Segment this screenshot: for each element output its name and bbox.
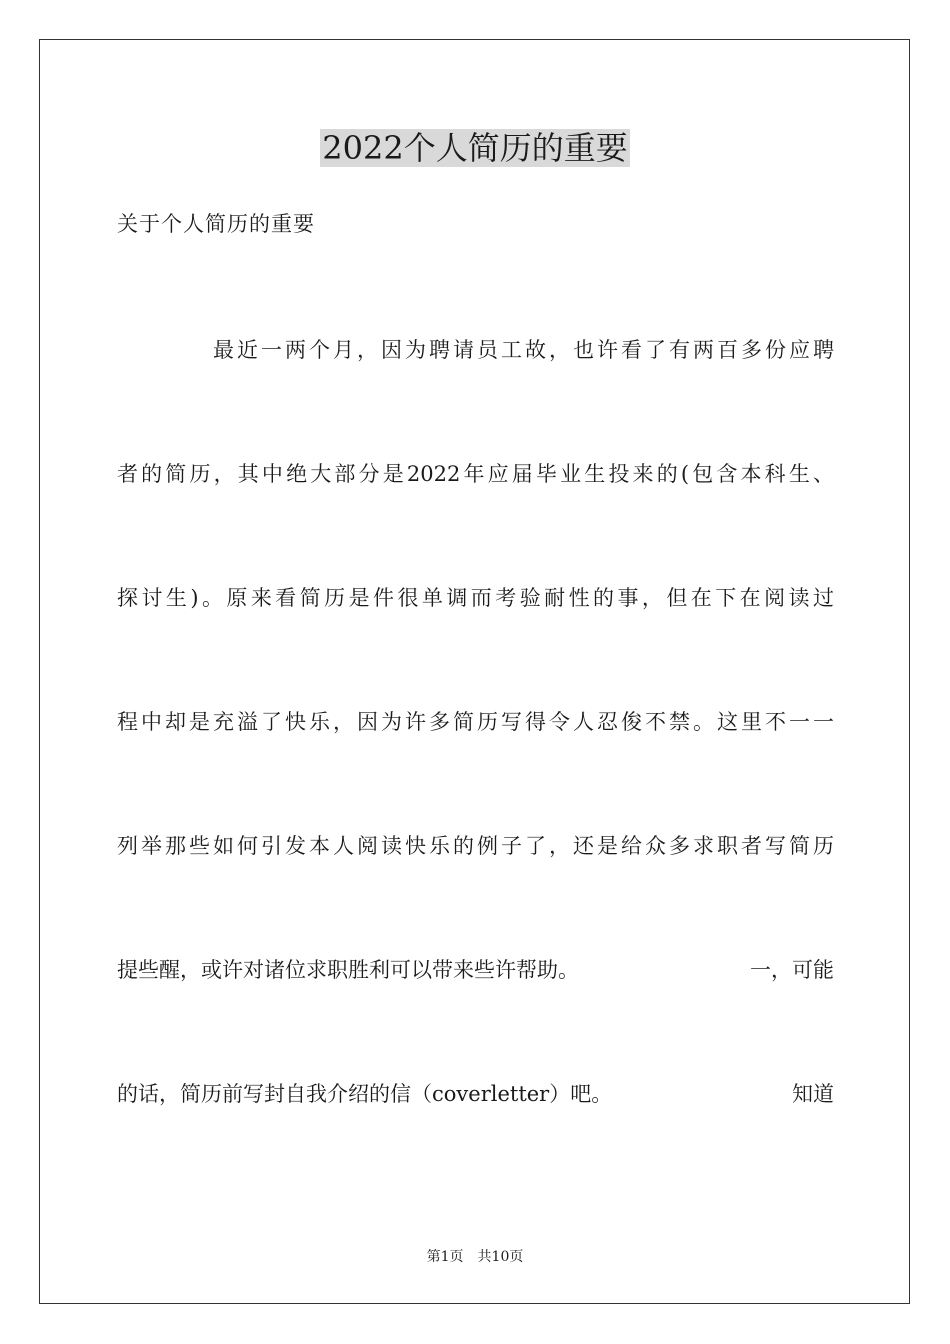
paragraph-line-5: 列举那些如何引发本人阅读快乐的例子了，还是给众多求职者写简历: [117, 834, 834, 858]
paragraph-line-2: 者的简历，其中绝大部分是2022年应届毕业生投来的(包含本科生、: [117, 462, 834, 486]
document-title: [0, 128, 950, 168]
paragraph-line-7-left: 的话，简历前写封自我介绍的信（coverletter）吧。: [117, 1082, 613, 1106]
paragraph-line-6-left: 提些醒，或许对诸位求职胜利可以带来些许帮助。: [117, 958, 579, 982]
paragraph-line-6-right: 一，可能: [750, 958, 834, 982]
document-title-text: 2022个人简历的重要: [322, 129, 628, 167]
document-subtitle: 关于个人简历的重要: [117, 212, 315, 236]
paragraph-line-4: 程中却是充溢了快乐，因为许多简历写得令人忍俊不禁。这里不一一: [117, 710, 834, 734]
paragraph-line-7: [117, 1080, 834, 1108]
paragraph-line-7-right: 知道: [792, 1082, 834, 1106]
paragraph-line-6: [117, 956, 834, 984]
page-footer: 第1页 共10页: [426, 1249, 524, 1265]
paragraph-line-1: 最近一两个月，因为聘请员工故，也许看了有两百多份应聘: [117, 338, 834, 362]
paragraph-line-3: 探讨生)。原来看简历是件很单调而考验耐性的事，但在下在阅读过: [117, 586, 834, 610]
